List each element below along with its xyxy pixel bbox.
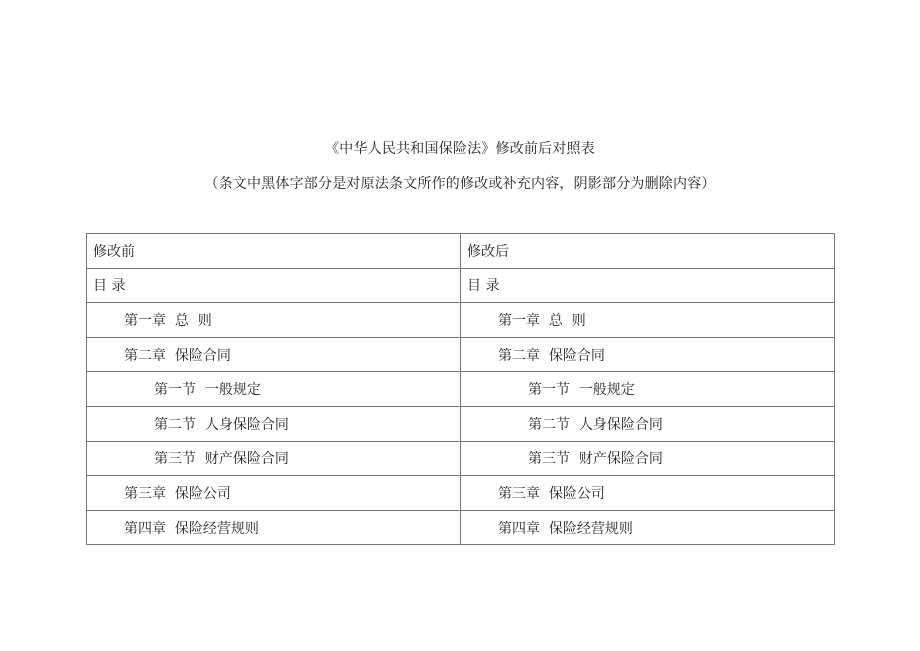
cell-after [461,406,835,441]
comparison-table [86,233,835,545]
table-row [87,303,835,338]
document-subtitle: （条文中黑体字部分是对原法条文所作的修改或补充内容，阴影部分为删除内容） [204,176,716,192]
toc-entry: 目 录 [467,278,500,295]
table-row [87,337,835,372]
toc-entry: 第三节 财产保险合同 [154,451,289,468]
toc-entry: 第一章 总 则 [498,312,586,329]
table-row [87,510,835,545]
toc-entry: 第二章 保险合同 [498,347,605,364]
cell-after [461,372,835,407]
toc-entry: 第二节 人身保险合同 [528,416,663,433]
cell-before [87,406,461,441]
toc-entry: 第二章 保险合同 [124,347,231,364]
cell-before [87,441,461,476]
toc-entry: 第四章 保险经营规则 [124,520,259,537]
header-before: 修改前 [87,234,461,269]
table-header-row [87,234,835,269]
table-row [87,372,835,407]
toc-entry: 第一节 一般规定 [528,382,635,399]
toc-entry: 第三章 保险公司 [498,485,605,502]
toc-entry: 目 录 [93,278,126,295]
cell-after [461,303,835,338]
table-row [87,441,835,476]
cell-before [87,372,461,407]
toc-entry: 第一章 总 则 [124,312,212,329]
cell-before [87,268,461,303]
table-row [87,268,835,303]
toc-entry: 第四章 保险经营规则 [498,520,633,537]
toc-entry: 第一节 一般规定 [154,382,261,399]
toc-entry: 第二节 人身保险合同 [154,416,289,433]
header-after: 修改后 [461,234,835,269]
table-row [87,476,835,511]
cell-after [461,476,835,511]
cell-before [87,337,461,372]
cell-after [461,337,835,372]
cell-before [87,510,461,545]
cell-after [461,441,835,476]
cell-after [461,268,835,303]
cell-after [461,510,835,545]
table-row [87,406,835,441]
document-title: 《中华人民共和国保险法》修改前后对照表 [325,141,595,157]
cell-before [87,476,461,511]
toc-entry: 第三节 财产保险合同 [528,451,663,468]
toc-entry: 第三章 保险公司 [124,485,231,502]
cell-before [87,303,461,338]
